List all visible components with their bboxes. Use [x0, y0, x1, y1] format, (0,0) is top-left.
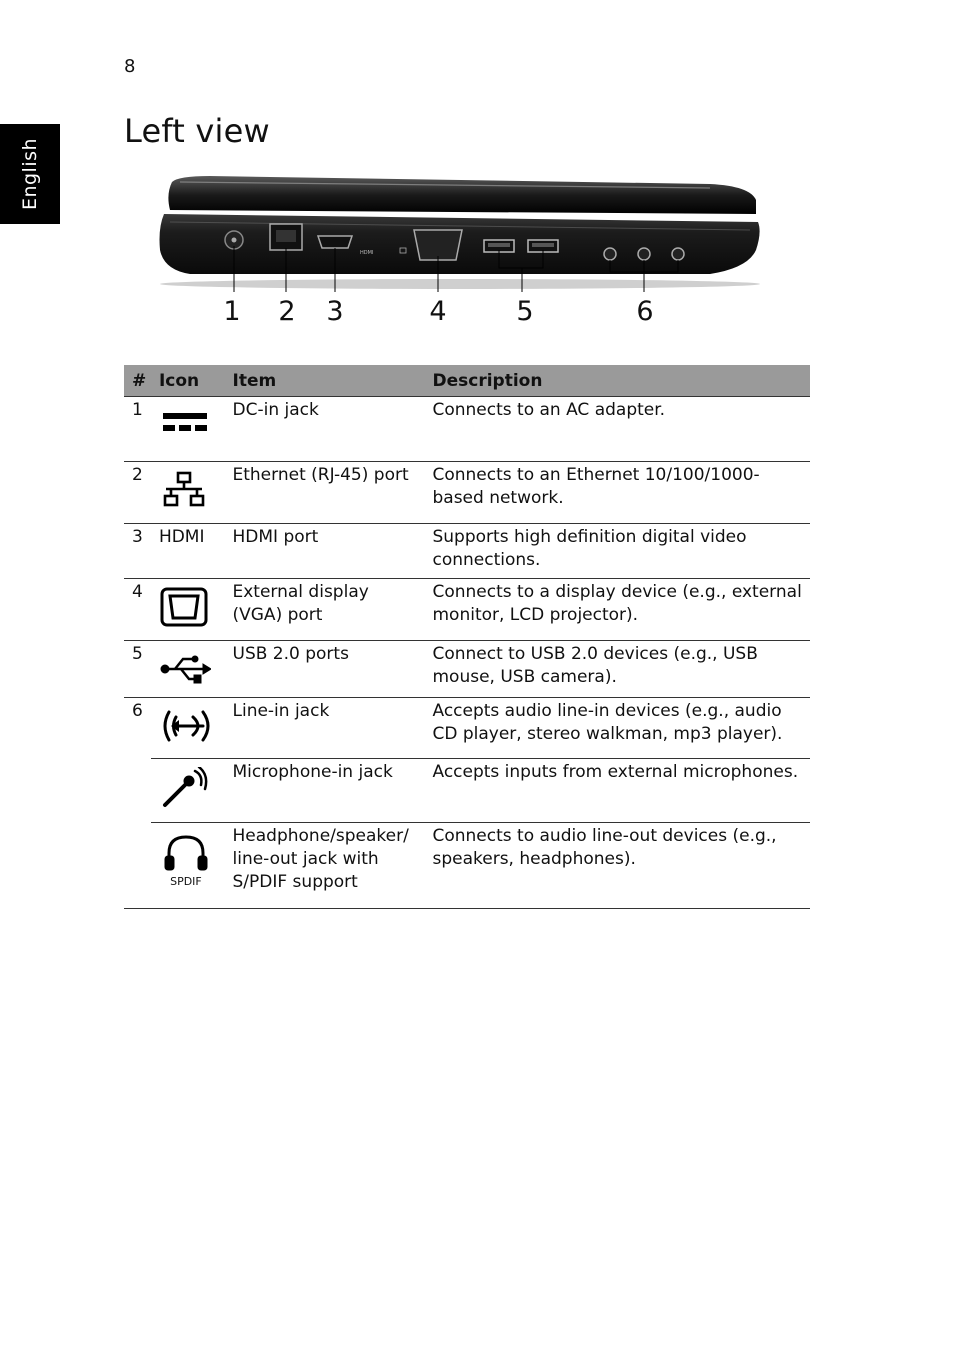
table-row [124, 524, 810, 579]
row-item: Headphone/speaker/ line-out jack with S/PDIF support [225, 823, 425, 909]
table-header-row [124, 365, 810, 397]
table-row [124, 397, 810, 462]
row-number: 5 [124, 641, 151, 698]
row-description: Supports high definition digital video connections. [424, 524, 810, 579]
row-item: DC-in jack [225, 397, 425, 462]
microphone-port [638, 248, 650, 260]
line-in-port [604, 248, 616, 260]
row-description: Connects to a display device (e.g., external monitor, LCD projector). [424, 579, 810, 641]
table-row [124, 759, 810, 823]
hdmi-icon-text: HDMI [151, 524, 225, 579]
row-number: 4 [124, 579, 151, 641]
row-description: Accepts inputs from external microphones. [424, 759, 810, 823]
spdif-label: SPDIF [170, 875, 202, 888]
headphone-port [672, 248, 684, 260]
callout-number: 1 [223, 296, 241, 327]
row-description: Connects to an Ethernet 10/100/1000-based network. [424, 462, 810, 524]
table-row [124, 641, 810, 698]
row-item: Ethernet (RJ-45) port [225, 462, 425, 524]
ports-table [124, 365, 810, 909]
row-description: Connects to audio line-out devices (e.g., speakers, headphones). [424, 823, 810, 909]
row-number: 6 [124, 698, 151, 909]
row-item: Microphone-in jack [225, 759, 425, 823]
dc-in-icon [159, 409, 211, 443]
callout-number: 3 [326, 296, 344, 327]
callout-number: 5 [516, 296, 534, 327]
row-description: Connects to an AC adapter. [424, 397, 810, 462]
laptop-left-view-illustration [150, 170, 770, 330]
callout-number: 4 [429, 296, 447, 327]
microphone-icon [159, 767, 209, 811]
hdmi-port-label: HDMI [360, 250, 374, 256]
row-item: USB 2.0 ports [225, 641, 425, 698]
row-number: 3 [124, 524, 151, 579]
row-description: Connect to USB 2.0 devices (e.g., USB mouse, USB camera). [424, 641, 810, 698]
row-item: External display (VGA) port [225, 579, 425, 641]
vga-icon [159, 585, 209, 629]
page-number: 8 [124, 56, 136, 77]
headphone-icon [163, 833, 209, 871]
header-description: Description [424, 365, 810, 397]
table-row [124, 462, 810, 524]
row-description: Accepts audio line-in devices (e.g., audio CD player, stereo walkman, mp3 player). [424, 698, 810, 759]
table-row [124, 823, 810, 909]
callout-number: 6 [636, 296, 654, 327]
language-side-tab [0, 124, 60, 224]
hdmi-port [318, 236, 352, 248]
page-title: Left view [124, 112, 270, 150]
row-item: Line-in jack [225, 698, 425, 759]
side-tab-label: English [19, 137, 42, 211]
vga-port [414, 230, 462, 260]
header-item: Item [225, 365, 425, 397]
header-number: # [124, 365, 151, 397]
table-row [124, 579, 810, 641]
row-number: 1 [124, 397, 151, 462]
header-icon: Icon [151, 365, 225, 397]
row-item: HDMI port [225, 524, 425, 579]
usb-icon [159, 651, 211, 687]
ethernet-icon [159, 470, 209, 510]
table-row [124, 698, 810, 759]
callout-number: 2 [278, 296, 296, 327]
row-number: 2 [124, 462, 151, 524]
line-in-icon [159, 706, 213, 746]
